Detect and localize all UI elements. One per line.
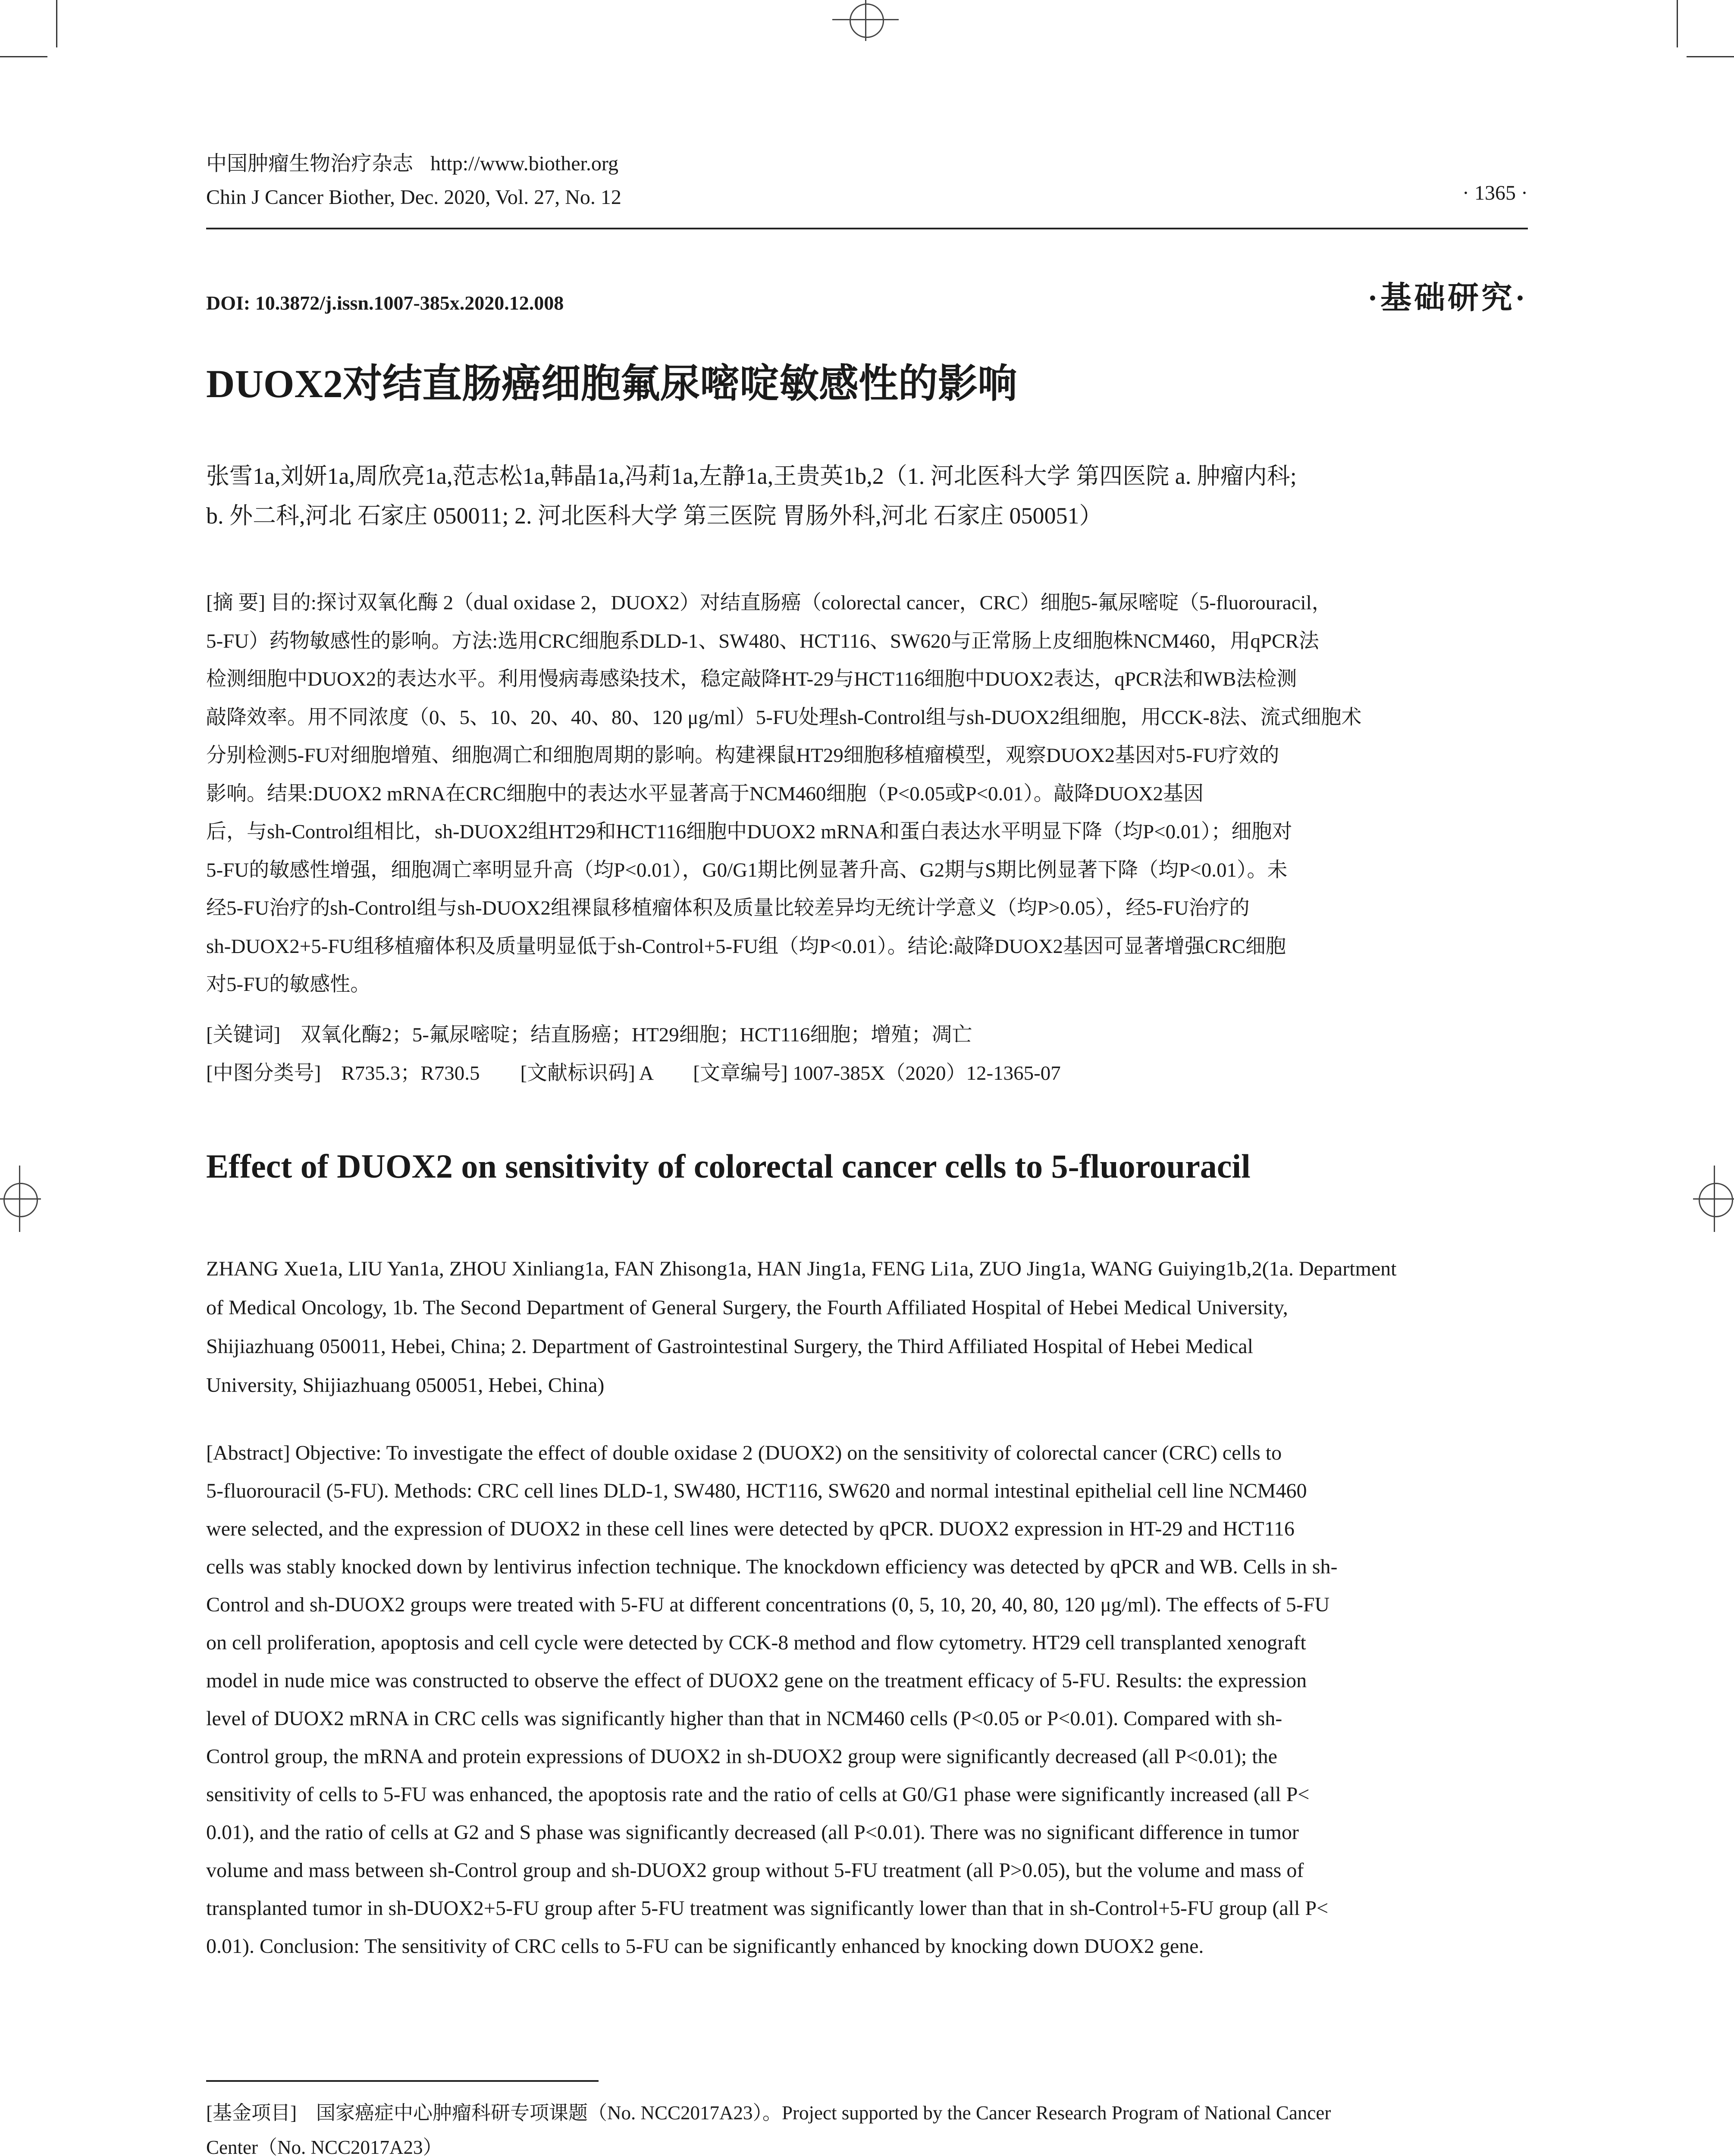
footnotes bbox=[206, 2096, 1528, 2156]
keywords-line: [关键词] 双氧化酶2；5-氟尿嘧啶；结直肠癌；HT29细胞；HCT116细胞；增殖；凋亡 bbox=[206, 1024, 972, 1046]
abstract-en-line: were selected, and the expression of DUOX2 in these cell lines were detected by qPCR. DUOX2 expression in HT-29 and HCT116 bbox=[206, 1517, 1295, 1540]
abstract-en bbox=[206, 1434, 1528, 1965]
abstract-cn-line: sh-DUOX2+5-FU组移植瘤体积及质量明显低于sh-Control+5-FU组（均P<0.01）。结论:敲降DUOX2基因可显著增强CRC细胞 bbox=[206, 935, 1286, 958]
crop-mark-top-right-h bbox=[1687, 56, 1734, 57]
registration-mark-right-vline bbox=[1714, 1166, 1715, 1232]
abstract-cn-line: 对5-FU的敏感性。 bbox=[206, 973, 371, 996]
crop-mark-top-left-h bbox=[0, 56, 47, 57]
abstract-cn bbox=[206, 584, 1528, 1004]
authors-cn-line: b. 外二科,河北 石家庄 050011; 2. 河北医科大学 第三医院 胃肠外科,河北 石家庄 050051） bbox=[206, 503, 1103, 529]
abstract-en-line: transplanted tumor in sh-DUOX2+5-FU group after 5-FU treatment was significantly lower than that in sh-Control+5-FU group (all P< bbox=[206, 1897, 1329, 1920]
footnote-funding-cont: Center（No. NCC2017A23） bbox=[206, 2137, 442, 2156]
abstract-cn-line: 经5-FU治疗的sh-Control组与sh-DUOX2组裸鼠移植瘤体积及质量比较差异均无统计学意义（均P>0.05），经5-FU治疗的 bbox=[206, 897, 1250, 919]
section-tag: ·基础研究· bbox=[1367, 281, 1528, 315]
registration-mark-top bbox=[850, 3, 884, 38]
registration-mark-left bbox=[3, 1183, 38, 1217]
title-cn: DUOX2对结直肠癌细胞氟尿嘧啶敏感性的影响 bbox=[206, 362, 1017, 406]
abstract-en-line: volume and mass between sh-Control group and sh-DUOX2 group without 5-FU treatment (all P>0.05), but the volume and mass of bbox=[206, 1859, 1304, 1882]
authors-en-line: Shijiazhuang 050011, Hebei, China; 2. Department of Gastrointestinal Surgery, the Third Affiliated Hospital of Hebei Medical bbox=[206, 1335, 1253, 1358]
abstract-cn-line: 分别检测5-FU对细胞增殖、细胞凋亡和细胞周期的影响。构建裸鼠HT29细胞移植瘤模型，观察DUOX2基因对5-FU疗效的 bbox=[206, 744, 1279, 767]
registration-mark-left-vline bbox=[19, 1166, 20, 1232]
header-divider bbox=[206, 228, 1528, 229]
abstract-en-line: cells was stably knocked down by lentivirus infection technique. The knockdown efficiency was detected by qPCR and WB. Cells in sh- bbox=[206, 1555, 1338, 1578]
authors-en-line: ZHANG Xue1a, LIU Yan1a, ZHOU Xinliang1a, FAN Zhisong1a, HAN Jing1a, FENG Li1a, ZUO Jing1a, WANG Guiying1b,2(1a. Department bbox=[206, 1257, 1397, 1280]
keywords-cn bbox=[206, 1016, 1528, 1092]
authors-en-line: of Medical Oncology, 1b. The Second Department of General Surgery, the Fourth Affiliated Hospital of Hebei Medical University, bbox=[206, 1296, 1288, 1319]
abstract-en-line: 5-fluorouracil (5-FU). Methods: CRC cell lines DLD-1, SW480, HCT116, SW620 and normal intestinal epithelial cell line NCM460 bbox=[206, 1479, 1307, 1502]
abstract-cn-line: 5-FU的敏感性增强，细胞凋亡率明显升高（均P<0.01），G0/G1期比例显著升高、G2期与S期比例显著下降（均P<0.01）。未 bbox=[206, 859, 1288, 881]
journal-citation: Chin J Cancer Biother, Dec. 2020, Vol. 27, No. 12 bbox=[206, 186, 621, 209]
journal-header bbox=[206, 147, 618, 176]
abstract-en-line: [Abstract] Objective: To investigate the effect of double oxidase 2 (DUOX2) on the sensitivity of colorectal cancer (CRC) cells to bbox=[206, 1442, 1282, 1464]
abstract-cn-line: 检测细胞中DUOX2的表达水平。利用慢病毒感染技术，稳定敲降HT-29与HCT116细胞中DUOX2表达，qPCR法和WB法检测 bbox=[206, 668, 1297, 690]
registration-mark-right bbox=[1699, 1183, 1733, 1217]
abstract-en-line: sensitivity of cells to 5-FU was enhanced, the apoptosis rate and the ratio of cells at G0/G1 phase were significantly increased (all P< bbox=[206, 1783, 1310, 1806]
abstract-en-line: Control group, the mRNA and protein expressions of DUOX2 in sh-DUOX2 group were significantly decreased (all P<0.01); the bbox=[206, 1745, 1277, 1768]
classification-line: [中图分类号] R735.3；R730.5 [文献标识码] A [文章编号] 1007-385X（2020）12-1365-07 bbox=[206, 1062, 1061, 1084]
doi: DOI: 10.3872/j.issn.1007-385x.2020.12.008 bbox=[206, 292, 564, 314]
registration-mark-left-hline bbox=[0, 1198, 41, 1200]
crop-mark-top-left-v bbox=[56, 0, 57, 47]
journal-name-cn: 中国肿瘤生物治疗杂志 bbox=[206, 152, 414, 175]
crop-mark-top-right-v bbox=[1677, 0, 1678, 47]
abstract-en-line: model in nude mice was constructed to observe the effect of DUOX2 gene on the treatment efficacy of 5-FU. Results: the expression bbox=[206, 1669, 1307, 1692]
authors-cn bbox=[206, 456, 1528, 536]
authors-en-line: University, Shijiazhuang 050051, Hebei, China) bbox=[206, 1374, 605, 1397]
abstract-en-line: level of DUOX2 mRNA in CRC cells was significantly higher than that in NCM460 cells (P<0.05 or P<0.01). Compared with sh- bbox=[206, 1707, 1282, 1730]
abstract-cn-line: [摘 要] 目的:探讨双氧化酶 2（dual oxidase 2，DUOX2）对结直肠癌（colorectal cancer，CRC）细胞5-氟尿嘧啶（5-fluorouracil， bbox=[206, 592, 1332, 614]
abstract-en-line: 0.01). Conclusion: The sensitivity of CRC cells to 5-FU can be significantly enhanced by knocking down DUOX2 gene. bbox=[206, 1935, 1204, 1958]
title-en: Effect of DUOX2 on sensitivity of colorectal cancer cells to 5-fluorouracil bbox=[206, 1147, 1251, 1185]
registration-mark-top-vline bbox=[865, 0, 866, 41]
abstract-en-line: 0.01), and the ratio of cells at G2 and S phase was significantly decreased (all P<0.01). There was no significant difference in tumor bbox=[206, 1821, 1299, 1844]
abstract-cn-line: 5-FU）药物敏感性的影响。方法:选用CRC细胞系DLD-1、SW480、HCT116、SW620与正常肠上皮细胞株NCM460，用qPCR法 bbox=[206, 630, 1319, 652]
abstract-en-line: Control and sh-DUOX2 groups were treated with 5-FU at different concentrations (0, 5, 10, 20, 40, 80, 120 μg/ml). The effects of 5-FU bbox=[206, 1593, 1330, 1616]
footnote-divider bbox=[206, 2080, 599, 2082]
footnote-funding: [基金项目] 国家癌症中心肿瘤科研专项课题（No. NCC2017A23）。Project supported by the Cancer Research Program of National Cancer bbox=[206, 2102, 1331, 2124]
authors-cn-line: 张雪1a,刘妍1a,周欣亮1a,范志松1a,韩晶1a,冯莉1a,左静1a,王贵英1b,2（1. 河北医科大学 第四医院 a. 肿瘤内科; bbox=[206, 463, 1297, 489]
page-number: · 1365 · bbox=[1462, 182, 1528, 204]
abstract-en-line: on cell proliferation, apoptosis and cell cycle were detected by CCK-8 method and flow cytometry. HT29 cell transplanted xenograft bbox=[206, 1631, 1306, 1654]
abstract-cn-line: 影响。结果:DUOX2 mRNA在CRC细胞中的表达水平显著高于NCM460细胞（P<0.05或P<0.01）。敲降DUOX2基因 bbox=[206, 782, 1204, 805]
abstract-cn-line: 敲降效率。用不同浓度（0、5、10、20、40、80、120 μg/ml）5-FU处理sh-Control组与sh-DUOX2组细胞，用CCK-8法、流式细胞术 bbox=[206, 706, 1362, 729]
authors-en bbox=[206, 1250, 1528, 1405]
journal-url[interactable]: http://www.biother.org bbox=[430, 152, 618, 175]
abstract-cn-line: 后，与sh-Control组相比，sh-DUOX2组HT29和HCT116细胞中DUOX2 mRNA和蛋白表达水平明显下降（均P<0.01）；细胞对 bbox=[206, 821, 1292, 843]
